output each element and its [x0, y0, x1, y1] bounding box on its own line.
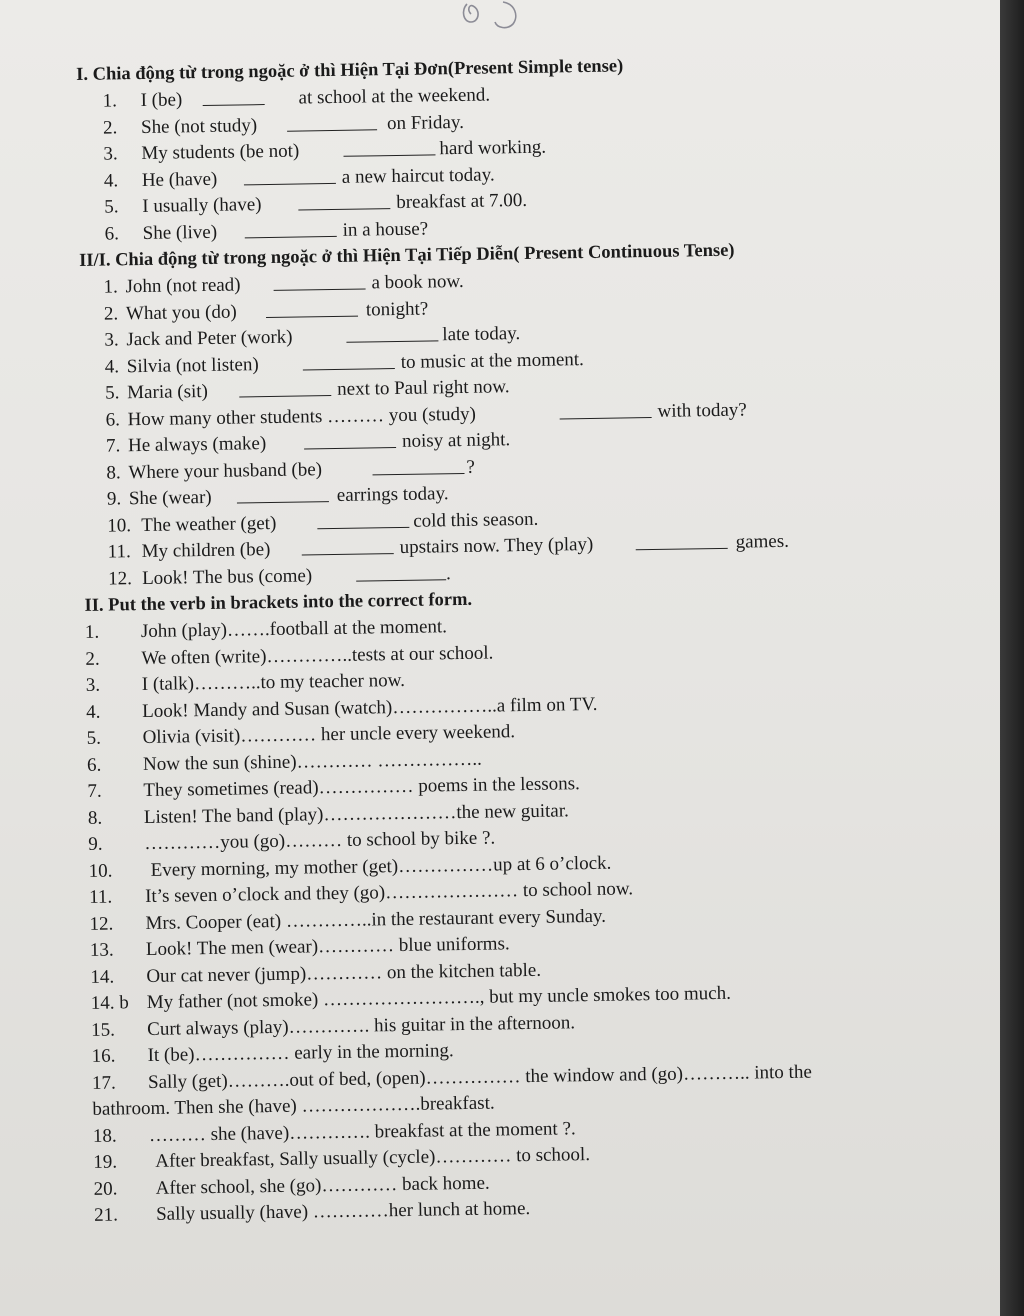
section-3-list — [85, 606, 994, 1230]
answer-blank[interactable] — [244, 217, 336, 237]
item-number: 21. — [93, 1204, 119, 1226]
item-prompt: John (not read) — [125, 274, 241, 298]
item-number: 2. — [85, 648, 100, 670]
answer-blank[interactable] — [298, 190, 390, 210]
item-number: 15. — [91, 1019, 116, 1041]
item-number: 19. — [93, 1151, 118, 1173]
item-prompt: Look! The bus (come) — [141, 564, 313, 589]
answer-blank[interactable] — [559, 399, 651, 419]
item-continuation: to music at the moment. — [400, 348, 585, 373]
item-text: I (talk)………..to my teacher now. — [141, 669, 406, 696]
answer-blank[interactable] — [635, 530, 727, 550]
page-edge-shadow — [1000, 0, 1024, 1316]
answer-blank[interactable] — [301, 535, 393, 555]
item-continuation: on Friday. — [386, 111, 465, 134]
item-text: Sally usually (have) …………her lunch at home. — [155, 1198, 531, 1225]
item-text: Sally (get)……….out of bed, (open)…………… the window and (go)……….. into the — [147, 1061, 812, 1093]
item-number: 8. — [87, 807, 103, 829]
item-number: 14. b — [90, 992, 129, 1014]
item-prompt: He (have) — [141, 168, 218, 191]
item-number: 4. — [104, 355, 120, 378]
item-number: 11. — [107, 541, 131, 563]
item-text: It’s seven o’clock and they (go)………………… to school now. — [144, 878, 634, 908]
answer-blank[interactable] — [266, 297, 358, 317]
answer-blank[interactable] — [239, 377, 331, 397]
answer-blank[interactable] — [303, 350, 395, 370]
item-text: After breakfast, Sally usually (cycle)………… to school. — [155, 1144, 591, 1172]
item-text: bathroom. Then she (have) ……………….breakfast. — [92, 1092, 495, 1120]
item-continuation: . — [445, 562, 451, 584]
answer-blank[interactable] — [202, 86, 264, 106]
item-number: 17. — [91, 1072, 116, 1094]
item-continuation: next to Paul right now. — [337, 376, 510, 400]
item-number: 9. — [106, 488, 122, 510]
item-prompt: What you (do) — [125, 301, 237, 324]
item-continuation: a book now. — [371, 270, 464, 294]
item-text: It (be)…………… early in the morning. — [147, 1040, 454, 1066]
item-number: 3. — [103, 143, 118, 165]
item-number: 8. — [106, 461, 121, 484]
item-prompt: Where your husband (be) — [128, 458, 323, 483]
item-number: 11. — [88, 886, 113, 908]
section-1-heading: I. Chia động từ trong ngoặc ở thì Hiện Tại Đơn(Present Simple tense) — [76, 56, 624, 85]
item-prompt: She (not study) — [140, 114, 258, 138]
section-2-list — [79, 261, 984, 593]
item-number: 16. — [91, 1045, 116, 1067]
item-number: 2. — [102, 116, 118, 139]
answer-blank[interactable] — [346, 322, 438, 342]
item-prompt: My children (be) — [141, 539, 271, 563]
item-number: 10. — [107, 514, 132, 537]
item-text: Our cat never (jump)………… on the kitchen table. — [146, 959, 542, 987]
item-number: 7. — [87, 780, 102, 802]
item-prompt: Silvia (not listen) — [126, 353, 259, 377]
item-continuation: late today. — [442, 323, 521, 346]
item-continuation: a new haircut today. — [341, 163, 495, 188]
item-prompt: My students (be not) — [141, 140, 300, 164]
worksheet-content — [76, 48, 994, 1229]
section-2-heading: II/I. Chia động từ trong ngoặc ở thì Hiện Tại Tiếp Diễn( Present Continuous Tense) — [78, 240, 735, 271]
item-number: 5. — [104, 196, 119, 218]
item-text: Listen! The band (play)…………………the new guitar. — [143, 799, 569, 828]
item-continuation: cold this season. — [413, 508, 539, 532]
item-continuation: hard working. — [439, 136, 547, 160]
item-text: We often (write)…………..tests at our school. — [141, 642, 494, 669]
item-number: 2. — [103, 302, 119, 325]
answer-blank[interactable] — [343, 136, 435, 156]
item-number: 10. — [88, 860, 113, 882]
item-number: 6. — [86, 754, 102, 776]
item-number: 1. — [84, 621, 100, 643]
item-prompt: He always (make) — [127, 433, 267, 457]
answer-blank[interactable] — [273, 270, 365, 290]
item-text: My father (not smoke) ……………………., but my uncle smokes too much. — [146, 982, 732, 1014]
item-text: Mrs. Cooper (eat) …………..in the restaurant every Sunday. — [145, 905, 607, 934]
item-continuation: games. — [735, 530, 790, 553]
item-text: ……… she (have)…………. breakfast at the moment ?. — [148, 1117, 576, 1146]
item-number: 12. — [89, 913, 114, 935]
item-number: 6. — [105, 408, 121, 431]
answer-blank[interactable] — [244, 164, 336, 184]
item-continuation: ? — [466, 456, 476, 478]
item-continuation: upstairs now. They (play) — [399, 533, 594, 558]
item-number: 7. — [105, 435, 121, 457]
item-continuation: earrings today. — [336, 483, 449, 506]
item-number: 1. — [102, 90, 118, 112]
item-prompt: Maria (sit) — [127, 380, 209, 404]
item-number: 13. — [89, 939, 114, 961]
answer-blank[interactable] — [317, 508, 409, 528]
item-prompt: Jack and Peter (work) — [126, 326, 293, 351]
answer-blank[interactable] — [237, 483, 329, 503]
item-number: 5. — [105, 382, 120, 404]
section-3-heading: II. Put the verb in brackets into the correct form. — [84, 589, 473, 616]
item-number: 14. — [90, 966, 115, 988]
item-number: 4. — [86, 701, 101, 723]
item-text: …………you (go)……… to school by bike ?. — [144, 827, 496, 855]
item-text: They sometimes (read)…………… poems in the lessons. — [143, 773, 580, 802]
item-number: 9. — [88, 833, 103, 855]
item-prompt: How many other students ……… you (study) — [127, 403, 477, 430]
item-number: 1. — [103, 276, 118, 298]
item-prompt: She (live) — [142, 221, 218, 244]
item-number: 5. — [86, 727, 102, 749]
item-text: Olivia (visit)………… her uncle every weekend. — [142, 721, 516, 749]
item-prompt: I usually (have) — [142, 194, 262, 217]
item-number: 20. — [93, 1177, 118, 1200]
answer-blank[interactable] — [304, 429, 396, 449]
item-continuation: breakfast at 7.00. — [396, 189, 528, 213]
answer-blank[interactable] — [356, 561, 446, 581]
item-number: 18. — [92, 1124, 117, 1147]
item-text: John (play)…….football at the moment. — [140, 616, 448, 643]
section-1-list — [76, 75, 978, 248]
item-text: After school, she (go)………… back home. — [155, 1172, 490, 1199]
pen-scribble — [455, 0, 535, 34]
item-number: 3. — [85, 674, 101, 696]
item-number: 6. — [104, 222, 120, 245]
item-text: Look! The men (wear)………… blue uniforms. — [145, 933, 510, 961]
item-text: Curt always (play)…………. his guitar in the afternoon. — [147, 1011, 576, 1040]
item-continuation: with today? — [657, 399, 747, 422]
item-continuation: in a house? — [342, 217, 429, 241]
answer-blank[interactable] — [287, 111, 377, 131]
item-prompt: I (be) — [140, 89, 183, 111]
item-prompt: She (wear) — [128, 486, 212, 510]
item-text: Every morning, my mother (get)……………up at 6 o’clock. — [150, 852, 612, 881]
item-continuation: at school at the weekend. — [298, 84, 491, 109]
item-text: Now the sun (shine)………… …………….. — [142, 748, 482, 775]
item-text: Look! Mandy and Susan (watch)……………..a film on TV. — [142, 693, 598, 722]
item-continuation: noisy at night. — [401, 429, 511, 452]
item-number: 12. — [107, 567, 133, 590]
item-number: 4. — [103, 169, 119, 192]
answer-blank[interactable] — [372, 454, 464, 474]
item-continuation: tonight? — [365, 297, 429, 320]
item-prompt: The weather (get) — [141, 512, 277, 536]
item-number: 3. — [104, 329, 119, 351]
